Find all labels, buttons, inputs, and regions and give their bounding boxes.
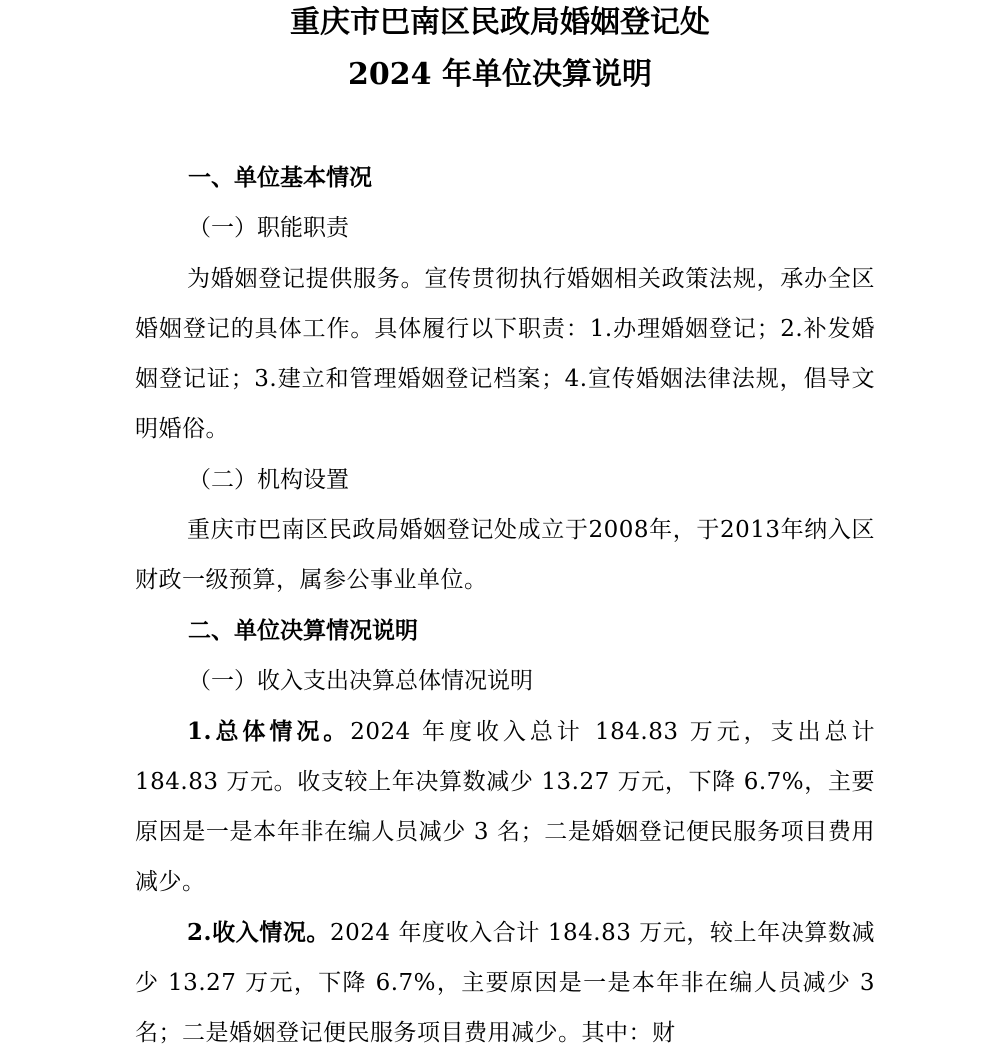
overall-situation-lead: 1.总体情况。 bbox=[187, 718, 351, 745]
income-situation-text: 2024 年度收入合计 184.83 万元，较上年决算数减少 13.27 万元，下降 6.7%，主要原因是一是本年非在编人员减少 3 名；二是婚姻登记便民服务项目费用减少。其中：财 bbox=[135, 920, 875, 1046]
section1-sub2-heading: （二）机构设置 bbox=[188, 467, 349, 493]
section1-sub2-paragraph: 重庆市巴南区民政局婚姻登记处成立于2008年，于2013年纳入区财政一级预算，属参公事业单位。 bbox=[135, 517, 875, 593]
section1-sub1-heading: （一）职能职责 bbox=[188, 215, 349, 241]
overall-situation-paragraph bbox=[135, 707, 875, 907]
section1-sub1-paragraph: 为婚姻登记提供服务。宣传贯彻执行婚姻相关政策法规，承办全区婚姻登记的具体工作。具体履行以下职责：1.办理婚姻登记；2.补发婚姻登记证；3.建立和管理婚姻登记档案；4.宣传婚姻法律法规，倡导文明婚俗。 bbox=[135, 266, 875, 442]
income-situation-lead: 2.收入情况。 bbox=[187, 919, 331, 946]
section2-heading: 二、单位决算情况说明 bbox=[188, 617, 418, 644]
document-title-line1: 重庆市巴南区民政局婚姻登记处 bbox=[290, 5, 710, 40]
section1-heading: 一、单位基本情况 bbox=[188, 164, 372, 191]
income-situation-paragraph bbox=[135, 908, 875, 1058]
document-title-line2: 2024 年单位决算说明 bbox=[348, 57, 652, 92]
overall-situation-text: 2024 年度收入总计 184.83 万元，支出总计184.83 万元。收支较上年决算数减少 13.27 万元，下降 6.7%，主要原因是一是本年非在编人员减少 3 名；二是婚姻登记便民服务项目费用减少。 bbox=[135, 719, 875, 895]
section2-sub1-heading: （一）收入支出决算总体情况说明 bbox=[188, 668, 533, 694]
